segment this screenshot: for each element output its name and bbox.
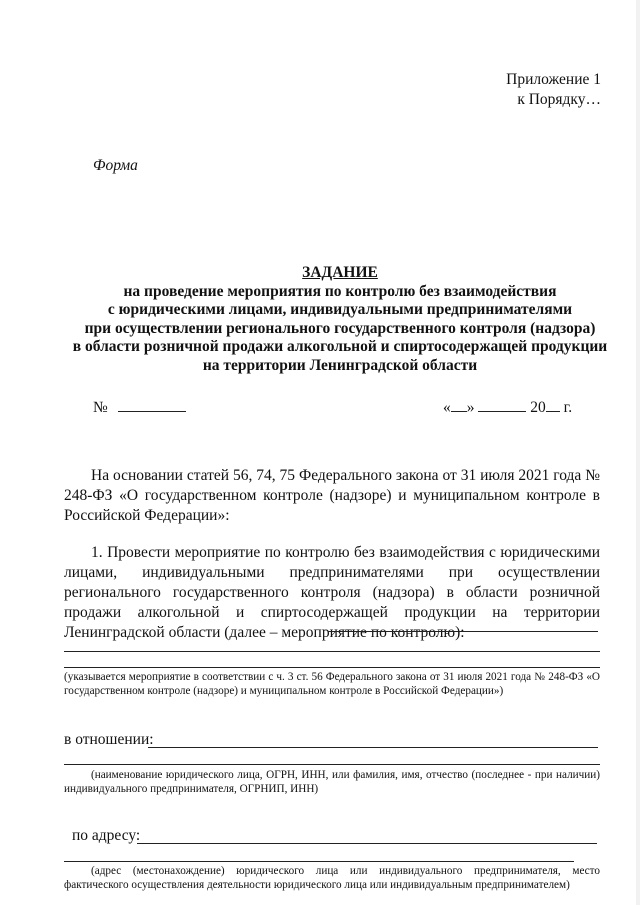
title-main: ЗАДАНИЕ (302, 264, 378, 281)
appendix-line-2: к Порядку… (517, 91, 601, 108)
title-line: при осуществлении регионального государственного контроля (надзора) (84, 319, 596, 337)
date-close-quote: » (466, 399, 475, 416)
title-line: на территории Ленинградской области (202, 356, 478, 374)
year-prefix: 20 (530, 399, 546, 416)
subject-blank-line-2[interactable] (64, 764, 600, 765)
year-blank-field[interactable] (546, 397, 560, 412)
event-blank-line-1[interactable] (328, 631, 598, 632)
note-subject: (наименование юридического лица, ОГРН, ИНН, или фамилия, имя, отчество (последнее - при наличии) индивидуального предпринимателя, ОГРНИП, ИНН) (64, 769, 600, 795)
item-1-paragraph: 1. Провести мероприятие по контролю без взаимодействия с юридическими лицами, индивидуальными предпринимателями при осуществлении регионального государственного контроля (надзора) в области розничной продажи алкогольной и спиртосодержащей продукции на территории Ленинградской области (далее – мероприятие по контролю): (64, 544, 600, 641)
form-label: Форма (93, 157, 138, 174)
day-blank-field[interactable] (451, 397, 467, 412)
title-line: с юридическими лицами, индивидуальными предпринимателями (107, 301, 573, 318)
month-blank-field[interactable] (478, 397, 526, 412)
appendix-reference (506, 70, 601, 110)
in-relation-label: в отношении: (64, 731, 154, 748)
note-address: (адрес (местонахождение) юридического лица или индивидуального предпринимателя, место фактического осуществления деятельности юридического лица или индивидуальным предпринимателем) (64, 865, 600, 891)
subject-blank-line-1[interactable] (148, 747, 598, 748)
document-date (443, 397, 572, 417)
number-label: № (93, 399, 108, 416)
basis-paragraph: На основании статей 56, 74, 75 Федерального закона от 31 июля 2021 года № 248-ФЗ «О государственном контроле (надзоре) и муниципальном контроле в Российской Федерации»: (64, 467, 600, 524)
appendix-line-1: Приложение 1 (506, 71, 601, 88)
title-line: на проведение мероприятия по контролю без взаимодействия (123, 282, 557, 300)
number-blank-field[interactable] (118, 397, 186, 412)
address-label: по адресу: (72, 827, 141, 844)
page-edge (636, 0, 640, 905)
note-event-type: (указывается мероприятие в соответствии с ч. 3 ст. 56 Федерального закона от 31 июля 2021 года № 248-ФЗ «О государственном контроле (надзоре) и муниципальном контроле в Российской Федерации») (64, 671, 600, 697)
year-suffix: г. (563, 399, 573, 416)
title-line: в области розничной продажи алкогольной и спиртосодержащей продукции (72, 338, 608, 355)
document-number (93, 397, 186, 417)
event-blank-line-3[interactable] (64, 667, 600, 668)
address-blank-line-2[interactable] (64, 861, 574, 862)
event-blank-line-2[interactable] (64, 651, 600, 652)
address-blank-line-1[interactable] (137, 843, 597, 844)
document-title (60, 264, 620, 375)
date-open-quote: « (443, 399, 451, 416)
